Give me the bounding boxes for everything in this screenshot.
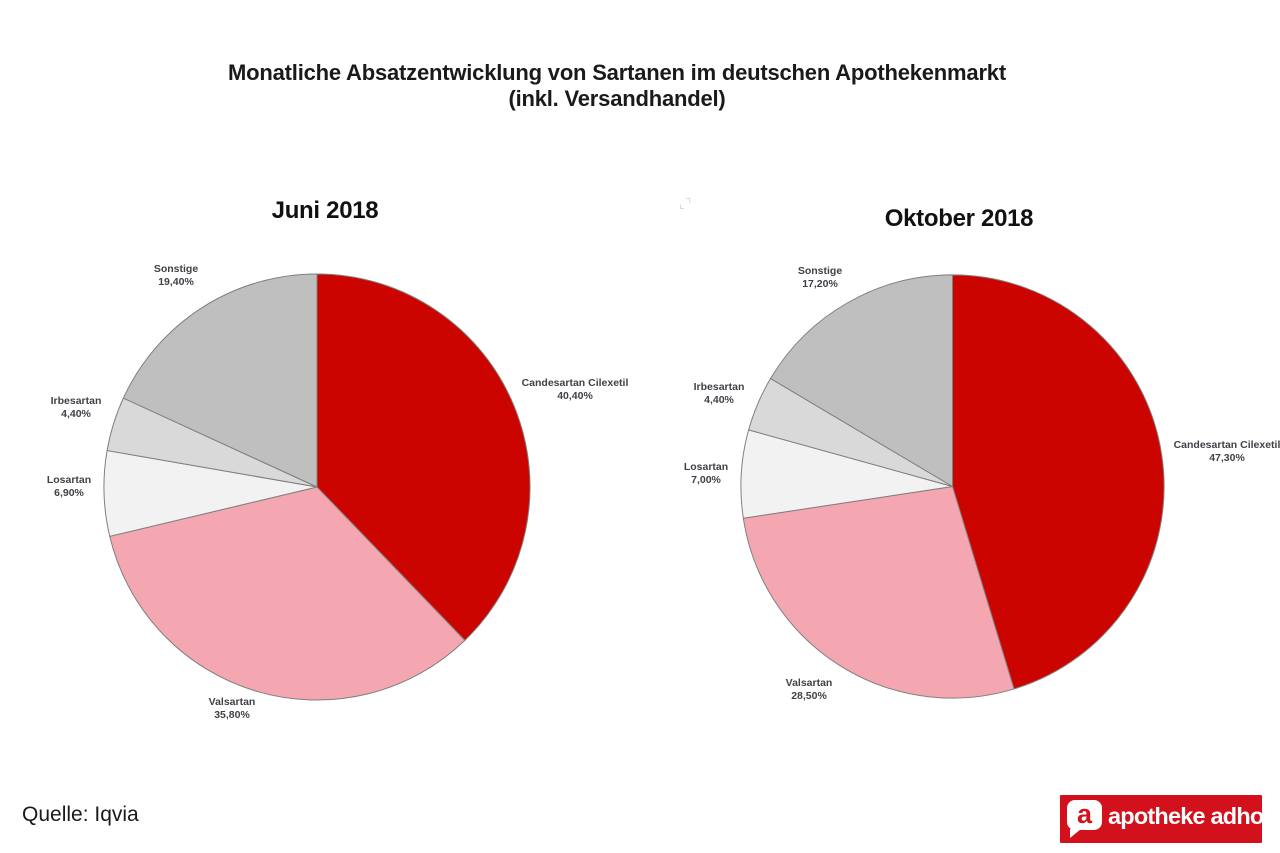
label-value: 7,00% — [691, 474, 721, 486]
label-value: 4,40% — [61, 408, 91, 420]
main-title-line1: Monatliche Absatzentwicklung von Sartanen im deutschen Apothekenmarkt — [228, 60, 1006, 85]
label-oktober-valsartan — [749, 677, 869, 703]
label-oktober-candesartan — [1142, 439, 1280, 465]
label-name: Losartan — [683, 461, 729, 473]
pie-title-oktober: Oktober 2018 — [884, 205, 1034, 232]
label-juni-sonstige — [116, 263, 236, 289]
label-juni-losartan — [9, 474, 129, 500]
label-name: Irbesartan — [50, 395, 102, 407]
cursor-artifact: ⌞⌝ — [679, 196, 692, 211]
label-value: 28,50% — [791, 690, 827, 702]
label-name: Irbesartan — [693, 381, 745, 393]
main-title-line2: (inkl. Versandhandel) — [508, 86, 726, 111]
label-value: 35,80% — [214, 709, 250, 721]
label-name: Valsartan — [785, 677, 833, 689]
pie-chart-oktober — [736, 270, 1169, 703]
label-name: Candesartan Cilexetil — [521, 377, 629, 389]
label-name: Valsartan — [208, 696, 256, 708]
label-name: Candesartan Cilexetil — [1173, 439, 1280, 451]
speech-bubble-icon — [1067, 800, 1102, 830]
label-value: 6,90% — [54, 487, 84, 499]
label-oktober-sonstige — [760, 265, 880, 291]
label-juni-valsartan — [172, 696, 292, 722]
label-juni-irbesartan — [16, 395, 136, 421]
label-oktober-irbesartan — [659, 381, 779, 407]
logo-text: apotheke adhoc — [1108, 803, 1276, 829]
source-text: Quelle: Iqvia — [22, 803, 139, 826]
label-juni-candesartan — [490, 377, 660, 403]
label-value: 40,40% — [557, 390, 593, 402]
label-value: 47,30% — [1209, 452, 1245, 464]
main-title — [0, 60, 1234, 112]
label-name: Losartan — [46, 474, 92, 486]
label-oktober-losartan — [646, 461, 766, 487]
apotheke-adhoc-logo — [1060, 795, 1276, 843]
label-name: Sonstige — [153, 263, 199, 275]
label-value: 4,40% — [704, 394, 734, 406]
pie-chart-juni — [99, 269, 535, 705]
label-value: 17,20% — [802, 278, 838, 290]
logo-letter: a — [1076, 798, 1093, 829]
pie-title-juni: Juni 2018 — [271, 197, 379, 224]
label-value: 19,40% — [158, 276, 194, 288]
label-name: Sonstige — [797, 265, 843, 277]
